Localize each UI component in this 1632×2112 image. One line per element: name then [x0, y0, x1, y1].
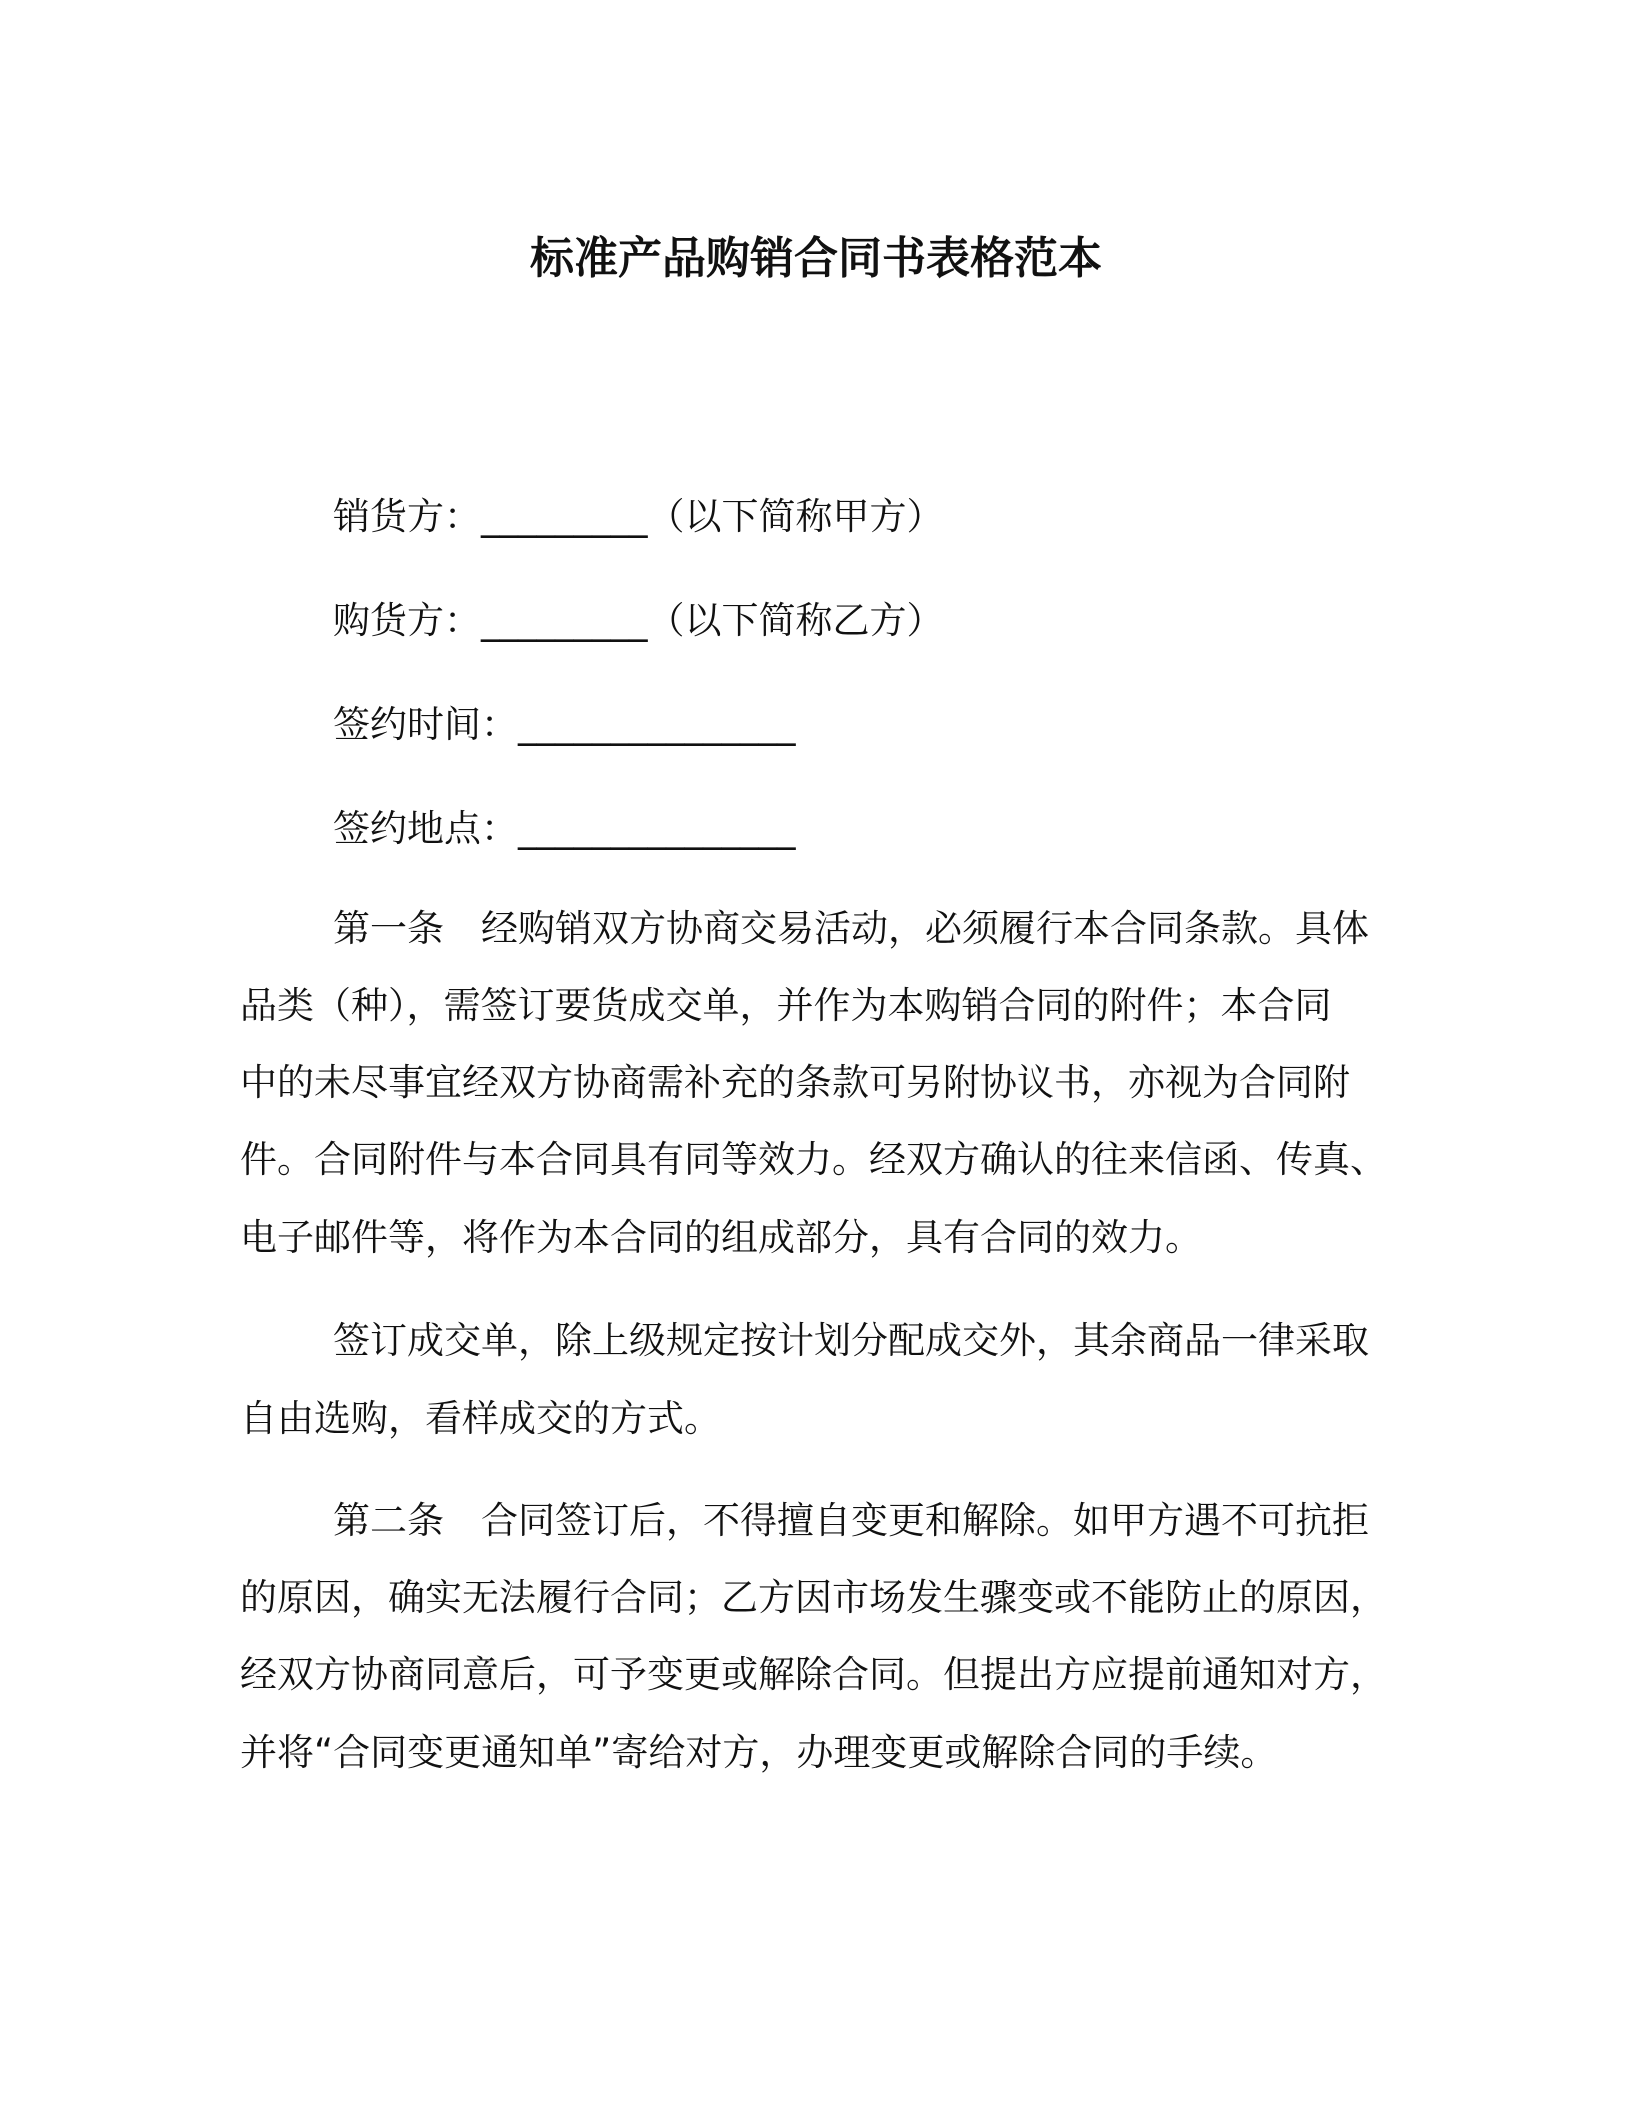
seller-field: 销货方：_________（以下简称甲方） [333, 495, 944, 538]
paragraph-line: 自由选购，看样成交的方式。 [240, 1397, 721, 1440]
buyer-field: 购货方：_________（以下简称乙方） [333, 599, 944, 642]
paragraph-line: 电子邮件等，将作为本合同的组成部分，具有合同的效力。 [240, 1216, 1202, 1259]
paragraph-line: 签订成交单，除上级规定按计划分配成交外，其余商品一律采取 [333, 1319, 1369, 1362]
paragraph-line: 并将“合同变更通知单”寄给对方，办理变更或解除合同的手续。 [240, 1731, 1278, 1774]
signing-place-field: 签约地点：_______________ [333, 807, 796, 850]
paragraph-line: 经双方协商同意后，可予变更或解除合同。但提出方应提前通知对方， [240, 1653, 1387, 1696]
paragraph-line: 第二条 合同签订后，不得擅自变更和解除。如甲方遇不可抗拒 [333, 1499, 1369, 1542]
paragraph-line: 件。合同附件与本合同具有同等效力。经双方确认的往来信函、传真、 [240, 1138, 1387, 1181]
signing-time-field: 签约时间：_______________ [333, 703, 796, 746]
paragraph-line: 第一条 经购销双方协商交易活动，必须履行本合同条款。具体 [333, 907, 1369, 950]
paragraph-line: 中的未尽事宜经双方协商需补充的条款可另附协议书，亦视为合同附 [240, 1061, 1350, 1104]
paragraph-line: 的原因，确实无法履行合同；乙方因市场发生骤变或不能防止的原因， [240, 1576, 1387, 1619]
paragraph-line: 品类（种），需签订要货成交单，并作为本购销合同的附件；本合同 [240, 984, 1332, 1027]
document-title: 标准产品购销合同书表格范本 [530, 233, 1102, 284]
